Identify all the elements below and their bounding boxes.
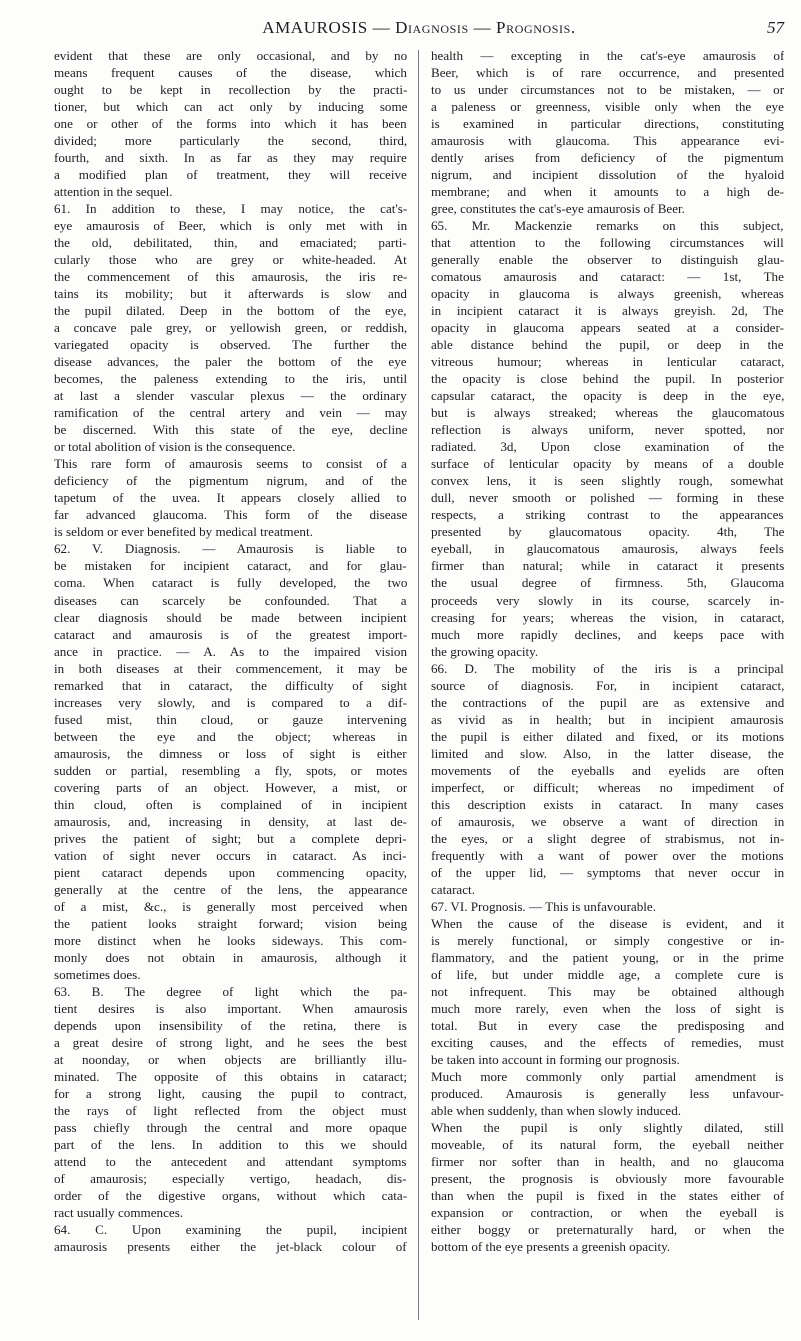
- running-title-subtitle: Diagnosis — Prognosis.: [395, 18, 576, 37]
- text-line: 66. D. The mobility of the iris is a principal: [431, 660, 784, 676]
- text-line: one or other of the forms into which it has been: [54, 116, 407, 132]
- text-line: fused mist, thin cloud, or gauze intervening: [54, 711, 407, 727]
- text-line: eye amaurosis of Beer, which is only met with in: [54, 218, 407, 234]
- text-line: tains its mobility; but it afterwards is slow and: [54, 286, 407, 302]
- text-line: 61. In addition to these, I may notice, the cat's-: [54, 201, 407, 217]
- text-line: Beer, which is of rare occurrence, and presented: [431, 65, 784, 81]
- text-line: capsular cataract, the opacity is deep in the eye,: [431, 388, 784, 404]
- text-line: respects, a striking contrast to the appearances: [431, 507, 784, 523]
- text-line: 63. B. The degree of light which the pa-: [54, 983, 407, 999]
- text-line: ought to be kept in recollection by the practi-: [54, 82, 407, 98]
- text-line: means frequent causes of the disease, which: [54, 65, 407, 81]
- text-line: able when suddenly, than when slowly induced.: [431, 1102, 682, 1118]
- text-line: 64. C. Upon examining the pupil, incipient: [54, 1222, 407, 1238]
- text-line: tient desires is also important. When amaurosis: [54, 1000, 407, 1016]
- text-line: frequently with a want of power over the motions: [431, 847, 784, 863]
- text-line: is merely functional, or simply congestive or in-: [431, 932, 784, 948]
- text-line: in incipient cataract it is always greyish. 2d, The: [431, 303, 784, 319]
- text-line: comatous amaurosis and cataract: — 1st, The: [431, 269, 784, 285]
- page-number: 57: [767, 18, 784, 37]
- text-line: exciting causes, and the effects of remedies, must: [431, 1034, 784, 1050]
- running-title-main: AMAUROSIS —: [262, 18, 396, 37]
- text-line: total. But in every case the predisposing and: [431, 1017, 784, 1033]
- text-line: cataract and amaurosis is of the greatest import-: [54, 626, 407, 642]
- text-line: able distance behind the pupil, or deep in the: [431, 337, 784, 353]
- text-line: vation of sight never occurs in cataract. As inci-: [54, 847, 407, 863]
- text-line: imperfect, or difficult; whereas no impediment of: [431, 779, 784, 795]
- text-line: at noonday, or when objects are brilliantly illu-: [54, 1051, 407, 1067]
- text-line: presented by glaucomatous opacity. 4th, The: [431, 524, 784, 540]
- text-line: much more rapidly declines, and keeps pace with: [431, 626, 784, 642]
- text-line: the pupil dilated. Deep in the bottom of the eye,: [54, 303, 407, 319]
- text-line: attend to the antecedent and attendant symptoms: [54, 1154, 407, 1170]
- text-line: movements of the eyeballs and eyelids are often: [431, 762, 784, 778]
- text-line: ramification of the central artery and vein — may: [54, 405, 407, 421]
- text-line: 67. VI. Prognosis. — This is unfavourable.: [431, 898, 657, 914]
- text-line: produced. Amaurosis is generally less unfavour-: [431, 1085, 784, 1101]
- text-line: ract usually commences.: [54, 1205, 184, 1221]
- text-line: be mistaken for incipient cataract, and for glau-: [54, 558, 407, 574]
- text-line: in both diseases at their commencement, it may be: [54, 660, 407, 676]
- text-line: divided; more particularly the second, third,: [54, 133, 407, 149]
- text-line: When the cause of the disease is evident, and it: [431, 915, 784, 931]
- left-text-column: [54, 47, 407, 1255]
- text-line: sudden or partial, resembling a fly, spots, or motes: [54, 762, 407, 778]
- text-line: part of the lens. In addition to this we should: [54, 1137, 407, 1152]
- text-line: ance in practice. — A. As to the impaired vision: [54, 643, 407, 659]
- text-line: moveable, of its natural form, the eyeball neither: [431, 1137, 784, 1152]
- text-line: deficiency of the pigmentum nigrum, and of the: [54, 473, 407, 489]
- text-line: opacity in glaucoma is always greenish, whereas: [431, 286, 784, 302]
- text-line: thin cloud, often is complained of in incipient: [54, 796, 407, 812]
- text-line: far advanced glaucoma. This form of the disease: [54, 507, 407, 523]
- text-line: of life, but under middle age, a complete cure is: [431, 966, 784, 982]
- text-line: gree, constitutes the cat's-eye amaurosis of Beer.: [431, 201, 685, 217]
- text-line: either boggy or preternaturally hard, or when the: [431, 1222, 784, 1238]
- text-line: much more rarely, even when the loss of sight is: [431, 1000, 784, 1016]
- text-line: the old, debilitated, thin, and emaciated; parti-: [54, 235, 407, 251]
- text-line: prives the patient of sight; but a complete depri-: [54, 830, 407, 846]
- text-line: depends upon insensibility of the retina, there is: [54, 1017, 407, 1033]
- text-line: a paleness or greenness, visible only when the eye: [431, 99, 784, 115]
- text-line: surface of lenticular opacity by means of a double: [431, 456, 784, 472]
- text-line: be discerned. With this state of the eye, decline: [54, 422, 407, 438]
- text-line: pass chiefly through the central and more opaque: [54, 1119, 407, 1135]
- text-line: between the eye and the object; whereas in: [54, 728, 407, 744]
- text-line: is examined in particular directions, constituting: [431, 116, 784, 132]
- text-line: clear diagnosis should be made between incipient: [54, 609, 407, 625]
- text-line: diseases can scarcely be confounded. That a: [54, 592, 407, 608]
- text-line: remarked that in cataract, the difficulty of sight: [54, 677, 407, 693]
- text-line: opacity in glaucoma appears seated at a consider-: [431, 320, 784, 336]
- text-line: amaurosis, the dimness or loss of sight is either: [54, 745, 407, 761]
- column-divider: [418, 50, 419, 1320]
- text-line: health — excepting in the cat's-eye amaurosis of: [431, 48, 784, 63]
- text-line: sometimes does.: [54, 966, 141, 982]
- text-line: the contractions of the pupil are as extensive and: [431, 694, 784, 710]
- text-line: a concave pale grey, or yellowish green, or reddish,: [54, 320, 407, 336]
- text-line: the eyes, or a slight degree of strabismus, not in-: [431, 830, 784, 846]
- running-head: [54, 18, 784, 42]
- text-line: the commencement of this amaurosis, the iris re-: [54, 269, 407, 285]
- text-line: convex lens, it is seen slightly rough, somewhat: [431, 473, 784, 489]
- text-line: This rare form of amaurosis seems to consist of a: [54, 456, 407, 472]
- text-line: increases very slowly, and is compared to a dif-: [54, 694, 407, 710]
- text-line: the opacity is close behind the pupil. In posterior: [431, 371, 784, 387]
- text-line: of a mist, &c., is generally most perceived when: [54, 898, 407, 914]
- text-line: Much more commonly only partial amendment is: [431, 1068, 784, 1084]
- text-line: cularly those who are grey or white-headed. At: [54, 252, 407, 268]
- text-line: for a strong light, causing the pupil to contract,: [54, 1085, 407, 1101]
- right-text-column: [431, 47, 784, 1255]
- text-line: more distinct when he looks sideways. This com-: [54, 932, 407, 948]
- text-line: vitreous humour; whereas in lenticular cataract,: [431, 354, 784, 370]
- text-line: this description exists in cataract. In many cases: [431, 796, 784, 812]
- text-line: dull, never smooth or polished — forming in these: [431, 490, 784, 506]
- text-line: nigrum, and incipient dissolution of the hyaloid: [431, 167, 784, 183]
- text-line: the growing opacity.: [431, 643, 539, 659]
- text-line: When the pupil is only slightly dilated, still: [431, 1119, 784, 1135]
- text-line: bottom of the eye presents a greenish opacity.: [431, 1239, 671, 1255]
- text-line: membrane; and when it amounts to a high de-: [431, 184, 784, 200]
- text-line: the rays of light reflected from the object must: [54, 1102, 407, 1118]
- text-line: as vivid as in health; but in incipient amaurosis: [431, 711, 784, 727]
- text-line: a modified plan of treatment, they will receive: [54, 167, 407, 183]
- text-line: amaurosis with glaucoma. This appearance evi-: [431, 133, 784, 149]
- text-line: proceeds very slowly in its course, scarcely in-: [431, 592, 784, 608]
- text-line: tioner, but which can act only by inducing some: [54, 99, 407, 115]
- text-line: limited and slow. Also, in the latter disease, the: [431, 745, 784, 761]
- text-line: amaurosis presents either the jet-black colour of: [54, 1239, 407, 1255]
- text-line: fourth, and sixth. In as far as they may require: [54, 150, 407, 166]
- text-line: generally at the centre of the lens, the appearance: [54, 881, 407, 897]
- text-line: that attention to the following circumstances will: [431, 235, 784, 251]
- text-line: expansion or contraction, or when the eyeball is: [431, 1205, 784, 1221]
- text-line: radiated. 3d, Upon close examination of the: [431, 439, 784, 455]
- text-line: pient cataract depends upon commencing opacity,: [54, 864, 407, 880]
- text-line: variegated opacity is observed. The further the: [54, 337, 407, 353]
- text-line: the patient looks straight forward; vision being: [54, 915, 407, 931]
- text-line: order of the digestive organs, without which cata-: [54, 1188, 407, 1204]
- text-line: reflection is always uniform, never spotted, nor: [431, 422, 784, 438]
- text-line: tapetum of the uvea. It appears closely allied to: [54, 490, 407, 506]
- text-line: be taken into account in forming our prognosis.: [431, 1051, 680, 1067]
- text-line: to us under circumstances not to be mistaken, — or: [431, 82, 784, 98]
- text-line: than when the pupil is fixed in the states either of: [431, 1188, 784, 1204]
- text-line: disease advances, the paler the bottom of the eye: [54, 354, 407, 370]
- text-line: of amaurosis, we observe a want of direction in: [431, 813, 784, 829]
- text-line: firmer than natural; while in cataract it presents: [431, 558, 784, 574]
- text-line: not infrequent. This may be obtained although: [431, 983, 784, 999]
- text-line: eyeball, in glaucomatous amaurosis, always feels: [431, 541, 784, 557]
- text-line: attention in the sequel.: [54, 184, 173, 200]
- text-line: the usual degree of firmness. 5th, Glaucoma: [431, 575, 784, 591]
- text-line: of amaurosis; especially vertigo, headach, dis-: [54, 1171, 407, 1187]
- text-line: covering parts of an object. However, a mist, or: [54, 779, 407, 795]
- text-line: cataract.: [431, 881, 475, 897]
- text-line: creasing for years; whereas the vision, in cataract,: [431, 609, 784, 625]
- text-line: a great desire of strong light, and he sees the best: [54, 1034, 407, 1050]
- running-title: [54, 18, 784, 38]
- text-line: flammatory, and the patient young, or in the prime: [431, 949, 784, 965]
- text-line: at last a slender vascular plexus — the ordinary: [54, 388, 407, 404]
- text-line: present, the prognosis is obviously more favourable: [431, 1171, 784, 1187]
- text-line: firmer nor softer than in health, and no glaucoma: [431, 1154, 784, 1170]
- text-line: source of diagnosis. For, in incipient cataract,: [431, 677, 784, 693]
- text-line: of the upper lid, — symptoms that never occur in: [431, 864, 784, 880]
- text-line: 65. Mr. Mackenzie remarks on this subject,: [431, 218, 784, 234]
- text-line: amaurosis, and, increasing in density, at last de-: [54, 813, 407, 829]
- text-line: evident that these are only occasional, and by no: [54, 48, 407, 63]
- text-line: monly does not obtain in amaurosis, although it: [54, 949, 407, 965]
- text-line: or total abolition of vision is the consequence.: [54, 439, 296, 455]
- text-line: generally enable the observer to distinguish glau-: [431, 252, 784, 268]
- text-line: minated. The opposite of this obtains in cataract;: [54, 1068, 407, 1084]
- text-line: dently arises from deficiency of the pigmentum: [431, 150, 784, 166]
- text-line: coma. When cataract is fully developed, the two: [54, 575, 407, 591]
- text-line: is seldom or ever benefited by medical treatment.: [54, 524, 313, 540]
- text-line: the pupil is either dilated and fixed, or its motions: [431, 728, 784, 744]
- text-line: but is always streaked; whereas the glaucomatous: [431, 405, 784, 421]
- text-line: becomes, the paleness extending to the iris, until: [54, 371, 407, 387]
- text-line: 62. V. Diagnosis. — Amaurosis is liable to: [54, 541, 407, 557]
